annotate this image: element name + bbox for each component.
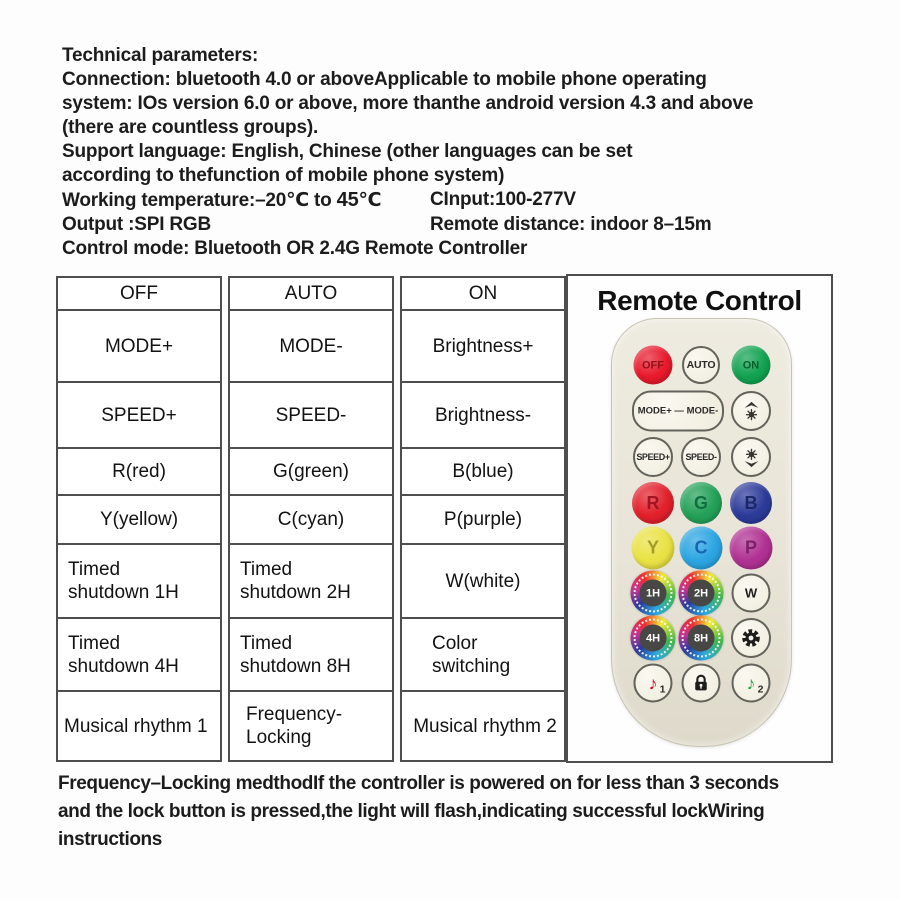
table-cell-b-blue: B(blue) [402,449,564,496]
remote-lock-button [682,664,721,703]
remote-blue-button: B [730,482,772,524]
remote-on-button: ON [732,346,771,385]
table-column-3 [400,276,566,762]
remote-control-image [611,318,792,747]
tech-text: system: IOs version 6.0 or above, more thanthe android version 4.3 and above [62,93,754,114]
table-cell-off: OFF [58,278,220,311]
remote-brightness-up-button [731,391,771,431]
tech-line-3 [62,92,862,116]
table-cell-frequency-locking: Frequency- Locking [246,704,343,748]
technical-parameters [62,44,862,261]
tech-line-4 [62,116,862,140]
remote-speed-plus-button: SPEED+ [633,437,673,477]
tech-line-5 [62,140,862,164]
remote-timer-1h-button [631,571,676,616]
remote-white-button: W [732,574,771,613]
table-cell-mode-plus: MODE+ [58,311,220,383]
table-cell-musical-rhythm-1: Musical rhythm 1 [64,715,208,737]
table-cell-mode-minus: MODE- [230,311,392,383]
table-cell-timed-shutdown-1h: Timed shutdown 1H [58,545,220,619]
remote-off-button: OFF [634,346,673,385]
tech-text: Connection: bluetooth 4.0 or aboveApplicable to mobile phone operating [62,69,707,90]
footer-line-1: Frequency–Locking medthodIf the controller is powered on for less than 3 seconds [58,773,779,794]
tech-text: Support language: English, Chinese (other languages can be set [62,141,633,162]
remote-yellow-button: Y [632,527,675,570]
button-function-table [56,276,566,762]
control-mode-label: Control mode: Bluetooth OR 2.4G Remote Controller [62,238,528,259]
footer-line-3: instructions [58,829,162,850]
tech-line-2 [62,68,862,92]
remote-speed-minus-button: SPEED- [681,437,721,477]
table-cell-r-red: R(red) [58,449,220,496]
table-cell-speed-minus: SPEED- [230,383,392,449]
rainbow-clock-icon: 8H [688,625,715,652]
table-cell-g-green: G(green) [230,449,392,496]
table-cell-timed-shutdown-4h: Timed shutdown 4H [58,619,220,692]
remote-purple-button: P [730,527,773,570]
tech-line-7 [62,188,862,213]
table-cell-timed-shutdown-2h: Timed shutdown 2H [230,545,392,619]
remote-green-button: G [680,482,722,524]
remote-cyan-button: C [680,527,723,570]
brightness-down-icon [741,447,762,468]
remote-timer-2h-button [679,571,724,616]
table-column-1 [56,276,222,762]
input-voltage-label: CInput:100-277V [430,189,576,210]
remote-mode-pill-button: MODE+ — MODE- [632,391,724,432]
tech-line-9 [62,237,862,261]
table-column-2 [228,276,394,762]
tech-text: (there are countless groups). [62,117,319,138]
remote-timer-8h-button [679,616,724,661]
table-cell-auto: AUTO [230,278,392,311]
output-label: Output :SPI RGB [62,214,211,235]
table-cell-on: ON [402,278,564,311]
remote-auto-button: AUTO [682,346,720,384]
remote-settings-button [731,618,771,658]
table-cell-timed-shutdown-8h: Timed shutdown 8H [230,619,392,692]
remote-brightness-down-button [731,437,771,477]
remote-music-rhythm-2-button [732,664,771,703]
table-cell-p-purple: P(purple) [402,496,564,545]
brightness-up-icon [741,401,762,422]
tech-text: according to thefunction of mobile phone system) [62,165,505,186]
tech-text: Technical parameters: [62,45,259,66]
rainbow-clock-icon: 4H [640,625,667,652]
table-cell-color-switching: Color switching [402,619,564,692]
footer-line-2: and the lock button is pressed,the light will flash,indicating successful lockWiring [58,801,765,822]
tech-line-8 [62,213,862,237]
remote-control-panel [566,274,833,763]
table-cell-brightness-plus: Brightness+ [402,311,564,383]
remote-distance-label: Remote distance: indoor 8–15m [430,214,712,235]
tech-line-6 [62,164,862,188]
table-cell-w-white: W(white) [402,545,564,619]
tech-line-1 [62,44,862,68]
music-note-icon: ♪ 2 [746,673,764,696]
lock-icon [691,673,712,694]
remote-music-rhythm-1-button [634,664,673,703]
table-cell-brightness-minus: Brightness- [402,383,564,449]
table-cell-c-cyan: C(cyan) [230,496,392,545]
table-cell-speed-plus: SPEED+ [58,383,220,449]
remote-control-title: Remote Control [597,285,802,316]
gear-icon [740,627,762,649]
temperature-unit: ℃ [358,190,382,211]
working-temperature-label: Working temperature:–20℃ to [62,190,337,211]
remote-timer-4h-button [631,616,676,661]
table-cell-musical-rhythm-2: Musical rhythm 2 [413,715,557,737]
music-note-icon: ♪ 1 [648,673,666,696]
table-cell-y-yellow: Y(yellow) [58,496,220,545]
rainbow-clock-icon: 1H [640,580,667,607]
rainbow-clock-icon: 2H [688,580,715,607]
footer-note [58,770,779,854]
remote-red-button: R [632,482,674,524]
temperature-max-value: 45 [336,189,359,211]
